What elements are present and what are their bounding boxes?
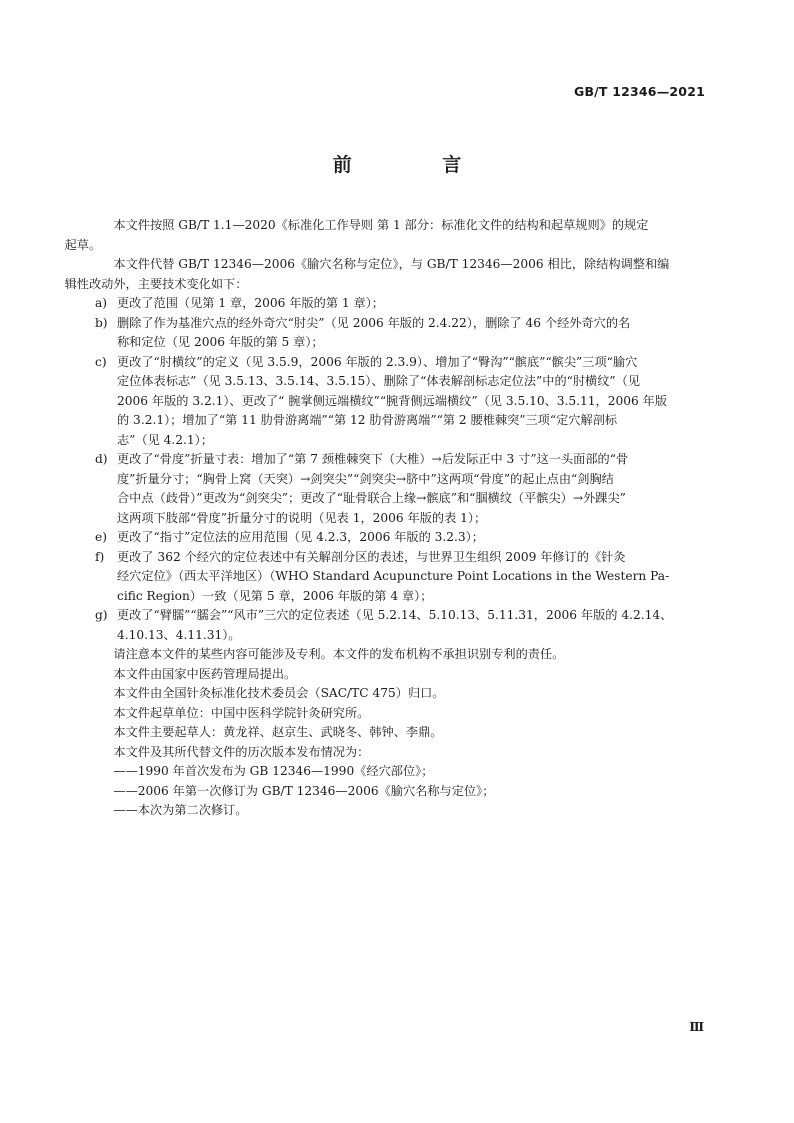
item-line: 称和定位（见 2006 年版的第 5 章）； [117, 335, 324, 349]
item-line: 经穴定位》（西太平洋地区）（WHO Standard Acupuncture Point Locations in the Western Pa- [117, 569, 670, 583]
history-item: ——本次为第二次修订。 [113, 803, 248, 817]
item-label: e) [95, 530, 107, 544]
item-line: 4.10.13、4.11.31）。 [117, 627, 241, 642]
change-item-f [89, 548, 706, 607]
intro-line: 起草。 [64, 237, 102, 252]
item-line: 删除了作为基准穴点的经外奇穴“肘尖”（见 2006 年版的 2.4.22），删除了 46 个经外奇穴的名 [117, 315, 631, 330]
standard-code: GB/T 12346—2021 [573, 84, 705, 99]
history-item: ——2006 年第一次修订为 GB/T 12346—2006《腧穴名称与定位》； [113, 783, 495, 798]
page-title: 前 言 [332, 154, 504, 176]
document-body [64, 216, 706, 821]
item-line: 2006 年版的 3.2.1）、更改了“ 腕掌侧远端横纹”“腕背侧远端横纹”（见 3.5.10、3.5.11，2006 年版 [117, 393, 668, 408]
item-label: d) [95, 452, 108, 466]
item-line: cific Region）一致（见第 5 章，2006 年版的第 4 章）； [117, 588, 433, 603]
note-committee: 本文件由全国针灸标准化技术委员会（SAC/TC 475）归口。 [113, 686, 445, 700]
note-proposer: 本文件由国家中医药管理局提出。 [113, 666, 297, 681]
change-item-c [89, 353, 706, 451]
intro-paragraph-1 [64, 216, 706, 255]
item-line: 更改了“骨度”折量寸表：增加了“第 7 颈椎棘突下（大椎）→后发际正中 3 寸”这一头面部的“骨 [117, 452, 629, 466]
item-label: f) [95, 549, 105, 564]
item-label: a) [95, 296, 108, 310]
note-history-intro: 本文件及其所代替文件的历次版本发布情况为： [113, 744, 370, 759]
note-patent: 请注意本文件的某些内容可能涉及专利。本文件的发布机构不承担识别专利的责任。 [113, 647, 565, 661]
history-item: ——1990 年首次发布为 GB 12346—1990《经穴部位》； [113, 764, 434, 778]
item-line: 度”折量分寸；“胸骨上窝（天突）→剑突尖”“剑突尖→脐中”这两项“骨度”的起止点由“剑胸结 [117, 471, 614, 486]
change-item-a [89, 294, 706, 314]
intro-line: 本文件按照 GB/T 1.1—2020《标准化工作导则 第 1 部分：标准化文件的结构和起草规则》的规定 [113, 218, 649, 232]
item-line: 更改了“指寸”定位法的应用范围（见 4.2.3，2006 年版的 3.2.3）； [117, 530, 484, 544]
item-line: 这两项下肢部“骨度”折量分寸的说明（见表 1，2006 年版的表 1）； [117, 510, 487, 525]
change-item-g [89, 606, 706, 645]
item-label: g) [95, 608, 108, 622]
intro-line: 辑性改动外，主要技术变化如下： [64, 276, 248, 291]
item-line: 定位体表标志”（见 3.5.13、3.5.14、3.5.15）、删除了“体表解剖标志定位法”中的“肘横纹”（见 [117, 374, 641, 388]
item-label: c) [95, 354, 107, 369]
change-item-d [89, 450, 706, 528]
page-number: Ⅲ [689, 1020, 704, 1034]
change-item-b [89, 314, 706, 353]
item-line: 更改了“肘横纹”的定义（见 3.5.9，2006 年版的 2.3.9）、增加了“臀沟”“髌底”“髌尖”三项“腧穴 [117, 354, 638, 369]
item-line: 志”（见 4.2.1）； [117, 432, 213, 447]
item-line: 更改了 362 个经穴的定位表述中有关解剖分区的表述，与世界卫生组织 2009 年修订的《针灸 [117, 549, 626, 564]
note-drafters: 本文件主要起草人：黄龙祥、赵京生、武晓冬、韩钟、李鼎。 [113, 725, 443, 739]
item-line: 的 3.2.1）；增加了“第 11 肋骨游离端”“第 12 肋骨游离端”“第 2 腰椎棘突”三项“定穴解剖标 [117, 413, 618, 427]
item-line: 更改了“臂臑”“臑会”“风市”三穴的定位表述（见 5.2.14、5.10.13、5.11.31，2006 年版的 4.2.14、 [117, 608, 673, 622]
intro-line: 本文件代替 GB/T 12346—2006《腧穴名称与定位》，与 GB/T 12346—2006 相比，除结构调整和编 [113, 257, 670, 271]
change-item-e [89, 528, 706, 548]
item-line: 更改了范围（见第 1 章，2006 年版的第 1 章）； [117, 296, 384, 310]
intro-paragraph-2 [64, 255, 706, 294]
note-drafting-unit: 本文件起草单位：中国中医科学院针灸研究所。 [113, 705, 370, 720]
item-label: b) [95, 315, 108, 330]
item-line: 合中点（歧骨）”更改为“剑突尖”；更改了“耻骨联合上缘→髌底”和“腘横纹（平髌尖）→外踝尖” [117, 491, 626, 505]
